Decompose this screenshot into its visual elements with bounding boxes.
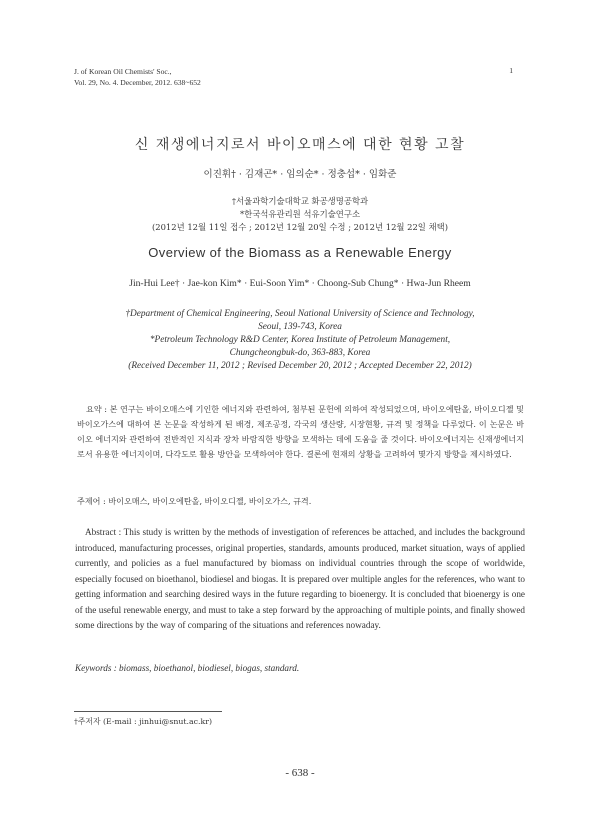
english-keywords: Keywords : biomass, bioethanol, biodiesel, biogas, standard. (75, 663, 300, 673)
korean-affiliation-1: †서울과학기술대학교 화공생명공학과 (231, 196, 369, 206)
footnote: †주저자 (E-mail : jinhui@snut.ac.kr) (74, 717, 213, 726)
korean-abstract (77, 402, 524, 462)
header-page-number: 1 (509, 66, 513, 75)
journal-volume: Vol. 29, No. 4. December, 2012. 638~652 (74, 78, 201, 87)
english-abstract (75, 525, 525, 634)
english-authors: Jin-Hui Lee† · Jae-kon Kim* · Eui-Soon Yim* · Choong-Sub Chung* · Hwa-Jun Rheem (129, 278, 471, 289)
korean-affiliations (60, 195, 540, 234)
footer-page-number: - 638 - (285, 767, 315, 779)
english-affiliations (60, 308, 540, 373)
korean-dates: (2012년 12월 11일 접수 ; 2012년 12월 20일 수정 ; 2012년 12월 22일 채택) (151, 222, 449, 232)
korean-title: 신 재생에너지로서 바이오매스에 대한 현황 고찰 (134, 137, 466, 153)
korean-keywords: 주제어 : 바이오매스, 바이오에탄올, 바이오디젤, 바이오가스, 규격. (77, 496, 312, 506)
english-affiliation-2-line1: *Petroleum Technology R&D Center, Korea Institute of Petroleum Management, (149, 335, 451, 345)
korean-abstract-text: 요약 : 본 연구는 바이오매스에 기인한 에너지와 관련하여, 첨부된 문헌에 의하여 작성되었으며, 바이오에탄올, 바이오디젤 및 바이오가스에 대하여 본 논문을 작성하게 된 배경, 제조공정, 각국의 생산량, 시장현황, 규격 및 정책을 다루었다. 이 논문은 바이오 에너지와 관련하여 전반적인 지식과 장차 바람직한 방향을 모색하는 데에 도움을 줄 것이다. 바이오에너지는 신재생에너지로서 유용한 에너지이며, 다각도로 활용 방안을 모색하여야 한다. 결론에 현재의 상황을 고려하여 몇가지 방향을 제시하였다. (77, 404, 524, 459)
english-affiliation-1-line1: †Department of Chemical Engineering, Seoul National University of Science and Technology, (125, 309, 475, 319)
footnote-divider (74, 711, 222, 712)
journal-name: J. of Korean Oil Chemists' Soc., (74, 67, 172, 76)
english-title: Overview of the Biomass as a Renewable Energy (148, 245, 452, 260)
english-dates: (Received December 11, 2012 ; Revised December 20, 2012 ; Accepted December 22, 2012) (128, 361, 472, 371)
journal-citation (74, 66, 201, 88)
english-affiliation-2-line2: Chungcheongbuk-do, 363-883, Korea (229, 348, 371, 358)
english-abstract-text: Abstract : This study is written by the methods of investigation of references be attached, and includes the background introduced, manufacturing processes, original properties, standards, amounts produced, market situation, ways of applied currently, and policies as a fuel manufactured by biomass on individual countries through the scope of worldwide, especially focused on bioethanol, biodiesel and biogas. It is prepared over multiple angles for the references, who want to getting information and searching desired ways in the future regarding to bioenergy. It is concluded that bioenergy is one of the useful renewable energy, and must to take a step forward by the approaching of multiple points, and finally showed some directions by the way of comparing of the situations and references nowaday. (75, 527, 525, 630)
korean-affiliation-2: *한국석유관리원 석유기술연구소 (239, 209, 361, 219)
english-affiliation-1-line2: Seoul, 139-743, Korea (258, 322, 342, 332)
korean-authors: 이진휘† · 김재곤* · 임의순* · 정충섭* · 임화준 (203, 169, 397, 180)
